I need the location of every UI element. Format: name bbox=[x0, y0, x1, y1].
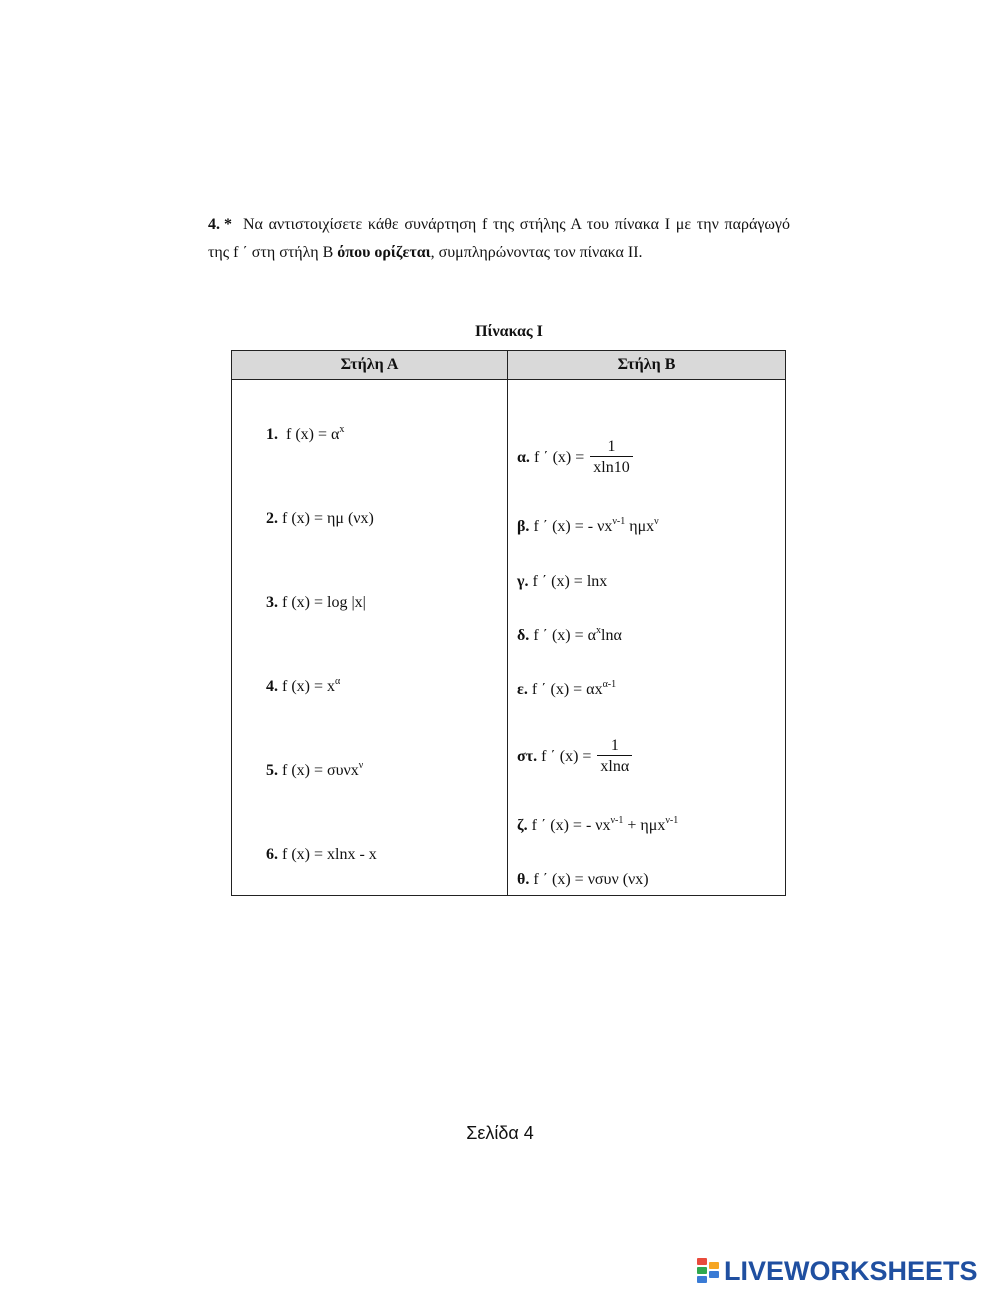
question-emphasis: όπου ορίζεται bbox=[337, 244, 431, 261]
question-number: 4. * bbox=[208, 216, 232, 233]
column-b-item-st: στ. f ΄ (x) = $\frac{1}{xln\alpha}$ bbox=[517, 736, 632, 777]
column-b-item-theta: θ. f ΄ (x) = νσυν (νx) bbox=[517, 871, 649, 888]
column-divider bbox=[507, 351, 508, 895]
column-a-item-6: 6. f (x) = xlnx - x bbox=[266, 846, 377, 863]
column-b-item-gamma: γ. f ΄ (x) = lnx bbox=[517, 573, 608, 590]
column-b-item-beta: β. f ΄ (x) = - $\nu x^{\nu-1}$ ημx$^\nu$ bbox=[517, 516, 659, 535]
column-a-item-4: 4. f $(x) = x^\alpha$ bbox=[266, 676, 341, 695]
brand-text: LIVEWORKSHEETS bbox=[724, 1255, 978, 1286]
column-b-item-alpha: α. f ΄ (x) = $\frac{1}{xln10}$ bbox=[517, 437, 633, 478]
column-b-item-delta: δ. f ΄ $(x) = \alpha^x\ln\alpha$ bbox=[517, 625, 622, 644]
column-b-item-zeta: ζ. f ΄ (x) = - $\nu x^{\nu-1} + \eta\mu x^{\nu-1}$ bbox=[517, 815, 679, 834]
column-b-item-epsilon: ε. f ΄ $(x) = \alpha x^{\alpha-1}$ bbox=[517, 679, 617, 698]
column-a-header: Στήλη Α bbox=[340, 356, 399, 373]
table-caption: Πίνακας Ι bbox=[475, 323, 543, 340]
column-a-item-5: 5. f (x) = συνx$^\nu$ bbox=[266, 760, 364, 779]
question-text: Να αντιστοιχίσετε κάθε συνάρτηση f της στήλης Α του πίνακα Ι με την παράγωγό της f ΄ στη στήλη Β όπου ορίζεται, συμπληρώνοντας τον πίνακα ΙΙ. bbox=[208, 216, 790, 261]
liveworksheets-logo[interactable] bbox=[697, 1256, 978, 1286]
column-a-item-3: 3. f (x) = log |x| bbox=[266, 594, 366, 611]
fraction: $\frac{1}{xln10}$ bbox=[590, 437, 632, 478]
column-a-item-1: 1. f $(x) = \alpha^x$ bbox=[266, 424, 345, 443]
column-b-header: Στήλη Β bbox=[617, 356, 676, 373]
question-paragraph bbox=[208, 211, 790, 267]
fraction: $\frac{1}{xln\alpha}$ bbox=[597, 736, 632, 777]
page-number: Σελίδα 4 bbox=[466, 1123, 534, 1143]
column-a-item-2: 2. f (x) = ημ (νx) bbox=[266, 510, 374, 527]
colored-blocks-logo-icon bbox=[697, 1258, 721, 1284]
